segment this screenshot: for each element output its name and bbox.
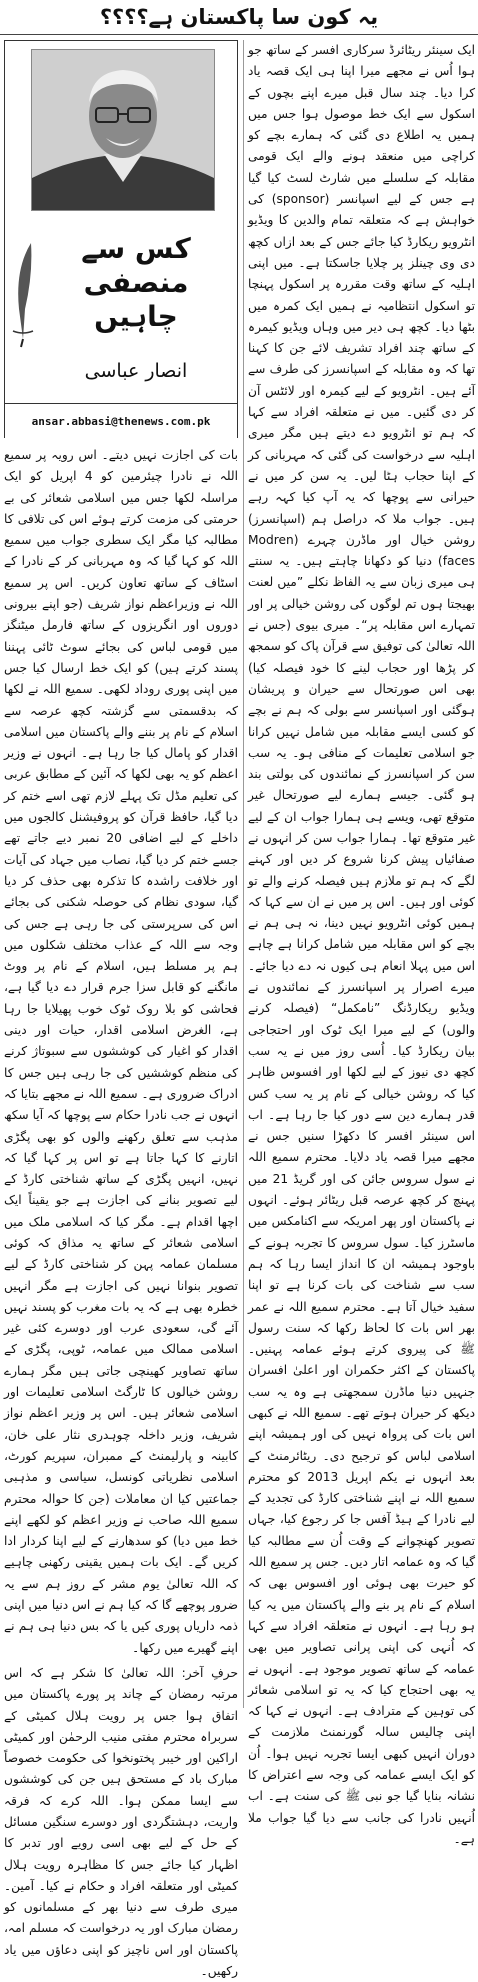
headline-text: یہ کون سا پاکستان ہے؟؟؟؟ — [99, 5, 379, 29]
author-email: ansar.abbasi@thenews.com.pk — [5, 403, 237, 438]
byline-box — [4, 40, 238, 438]
headline-divider — [0, 34, 478, 35]
closing-note-paragraph: حرفِ آخر: اللہ تعالیٰ کا شکر ہے کہ اس مرتبہ رمضان کے چاند پر پورے پاکستان میں اتفاق ہوا جس پر رویت ہلال کمیٹی کے سربراہ محترم مفتی منیب الرحمٰن اور کمیٹی اراکین اور خیبر پختونخوا کی حکومت خصوصاً مبارک باد کے مستحق ہیں جن کی کوششوں سے ایسا ممکن ہوا۔ اللہ کرے کہ فرقہ واریت، دہشتگردی اور دوسرے سنگین مسائل کے حل کے لیے بھی اسی رویے اور تدبر کا اظہار کیا جائے جس کا مظاہرہ رویت ہلال کمیٹی اور متعلقہ افراد و حکام نے کیا۔ آمین۔ میری طرف سے دنیا بھر کے مسلمانوں کو رمضان مبارک اور یہ درخواست کہ مسلم امہ، پاکستان اور اس ناچیز کو اپنی دعاؤں میں یاد رکھیں۔ — [4, 1665, 238, 1979]
headline — [0, 0, 478, 34]
column-divider — [243, 40, 244, 1708]
column-title: کس سے منصفی چاہیں — [81, 232, 191, 333]
author-name: انصار عباسی — [84, 360, 188, 382]
author-portrait-icon — [31, 49, 215, 211]
article-paragraph: ایک سینئر ریٹائرڈ سرکاری افسر کے ساتھ جو ہوا اُس نے مجھے میرا اپنا ہی ایک قصہ یاد کرا دیا۔ چند سال قبل میرے اپنے بچوں کے اسکول سے ایک خط موصول ہوا جس میں ہمیں یہ اطلاع دی گئی کہ ہمارے بچے کو کراچی میں منعقد ہونے والے ایک قومی مقابلہ کے سلسلے میں شارٹ لسٹ کیا گیا ہے جس کے لیے اسپانسر (sponsor) کی خواہش ہے کہ متعلقہ تمام والدین کا ویڈیو انٹرویو ریکارڈ کیا جائے جس کے بعد ازاں کچھ دی وی چینلز پر چلایا جاسکتا ہے۔ میں اپنی اہلیہ کے ساتھ وقت مقررہ پر اسکول پہنچا تو اسکول انتظامیہ نے ہمیں ایک کمرہ میں بٹھا دیا۔ کچھ ہی دیر میں وہاں ویڈیو کیمرہ کے ساتھ چند افراد تشریف لائے جن کا کہنا تھا کہ وہ مقابلہ کے اسپانسرز کی طرف سے آئے ہیں۔ انٹرویو کے لیے کیمرہ اور لائٹس آن کر دی گئیں۔ میں نے متعلقہ افراد سے کہا کہ ہم تو انٹرویو دے دیتے ہیں مگر میری اہلیہ سے درخواست کی گئی کہ مہربانی کر کے اپنا حجاب ہٹا لیں۔ یہ سن کر میں نے حیرانی سے پوچھا کہ یہ آپ کیا کہہ رہے ہیں۔ جواب ملا کہ دراصل ہم (اسپانسرز) روشن خیال اور ماڈرن چہرے (Modren faces) دنیا کو دکھانا چاہتے ہیں۔ یہ سنتے ہی میری زبان سے یہ الفاظ نکلے ”میں لعنت بھیجتا ہوں تم لوگوں کی روشن خیالی پر اور تمہارے اس مقابلہ پر“۔ میری بیوی (جس نے اللہ تعالیٰ کی توفیق سے قرآن پاک کو سمجھ کر پڑھا اور حجاب لینے کا خود فیصلہ کیا) بھی اس صورتحال سے حیران و پریشان ہوگئی اور اسپانسر سے بولی کہ ہم نے بچے کو کسی ایسے مقابلہ میں شامل نہیں کرانا جو اسلامی تعلیمات کے منافی ہو۔ یہ سب سن کر اسپانسرز کے نمائندوں کی بولتی بند ہو گئی۔ جیسے ہمارے لیے صورتحال غیر متوقع تھی، ویسے ہی ہمارا جواب ان کے لیے غیر متوقع تھا۔ ہمارا جواب سن کر انہوں نے صفائیاں پیش کرنا شروع کر دیں اور کہنے لگے کہ ہم تو ملازم ہیں فیصلہ کرنے والے تو کوئی اور ہیں۔ اس پر میں نے ان سے کہا کہ ہمیں کوئی انٹرویو نہیں دینا، نہ ہی ہم نے بچے کو اس مقابلہ میں شامل کرانا ہے چاہے اس میں پہلا انعام ہی کیوں نہ دے دیا جائے۔ میرے اصرار پر اسپانسرز کے نمائندوں نے ویڈیو ریکارڈنگ ”نامکمل“ (فیصلہ کرنے والوں) کے لیے میرا ایک ٹوک اور احتجاجی بیان ریکارڈ کیا۔ اُسی روز میں نے یہ سب کچھ دی نیوز کے لیے لکھا اور افسوس ظاہر کیا کہ روشن خیالی کے نام پر یہ سب کس قدر ہمارے دین سے دور کیا جا رہا ہے۔ اب اس سینئر افسر کا دکھڑا سنیں جس نے مجھے میرا قصہ یاد دلایا۔ محترم سمیع اللہ نے سول سروس جائن کی اور گریڈ 21 میں پہنچ کر کچھ عرصہ قبل ریٹائر ہوئے۔ انہوں نے پاکستان اور پھر امریکہ سے اکنامکس میں ماسٹرز کیا۔ سول سروس کا تجربہ ہونے کے باوجود ہمیشہ ان کا انداز ایسا رہا کہ ہم سب سے شناخت کی بات کرنا ہے تو اپنا سفید خیال آتا ہے۔ محترم سمیع اللہ نے عمر بھر اس بات کا لحاظ رکھا کہ سنت رسول ﷺ کی پیروی کرتے ہوئے عمامہ پہنیں۔ پاکستان کے اکثر حکمران اور اعلیٰ افسران جنہیں دنیا ماڈرن سمجھتی ہے وہ یہ سب دیکھ کر حیران ہوتے تھے۔ سمیع اللہ نے کبھی اس بات کی پرواہ نہیں کی اور ہمیشہ اپنے اسلامی لباس کو ترجیح دی۔ ریٹائرمنٹ کے بعد انہوں نے یکم اپریل 2013 کو محترم سمیع اللہ نے اپنے شناختی کارڈ کی تجدید کے لیے نادرا کے ہیڈ آفس جا کر رجوع کیا، جہاں تصویر کھنچوانے کے وقت اُن سے مطالبہ کیا گیا کہ وہ عمامہ اتار دیں۔ جس پر سمیع اللہ کو حیرت بھی ہوئی اور افسوس بھی کہ اسلام کے نام پر بنے والے پاکستان میں یہ کیا ہو رہا ہے۔ انہوں نے متعلقہ افراد سے کہا کہ اُنہی کی اپنی پرانی تصاویر میں بھی عمامہ کے ساتھ تصویر موجود ہے۔ انہوں نے یہ بھی احتجاج کیا کہ یہ تو اسلامی شعائر کی توہین کے مترادف ہے۔ انہوں نے کہا کہ اپنی چالیس سالہ گورنمنٹ ملازمت کے دوران انہیں کبھی ایسا تجربہ نہیں ہوا۔ اُن کو ایک ایسے عمامہ کی وجہ سے اعتراض کا نشانہ بنایا گیا جو نبی ﷺ کی سنت ہے۔ اب اُنہیں نادرا کی جانب سے دیا گیا جواب ملا ہے۔ — [248, 43, 476, 1846]
quill-icon — [9, 239, 39, 349]
article-column-left — [3, 445, 239, 1979]
author-portrait-graphic — [32, 50, 214, 210]
quill-graphic — [9, 239, 39, 349]
article-paragraph: بات کی اجازت نہیں دیتے۔ اس رویہ پر سمیع اللہ نے نادرا چیئرمین کو 4 اپریل کو ایک مراسلہ لکھا جس میں اسلامی شعائر کی بے حرمتی کی مزمت کرتے ہوئے اس کی تلافی کا مطالبہ کیا مگر ایک سطری جواب میں سمیع اللہ کو کہا گیا کہ وہ مہربانی کر کے نادرا کے اسٹاف کے ساتھ تعاون کریں۔ اس پر سمیع اللہ نے وزیراعظم نواز شریف (جو اپنے بیرونی دوروں اور انگریزوں کے ساتھ فارمل میٹنگز میں قومی لباس کی بجائے سوٹ ٹائی پہننا پسند کرتے ہیں) کو ایک خط ارسال کیا جس میں اپنی پوری روداد لکھی۔ سمیع اللہ نے لکھا کہ بدقسمتی سے گزشتہ کچھ عرصہ سے اسلام کے نام پر بننے والے پاکستان میں اسلامی اقدار کو پامال کیا جا رہا ہے۔ انہوں نے وزیر اعظم کو یہ بھی لکھا کہ آئین کے مطابق عربی کی تعلیم مڈل تک پہلے لازم تھی اسے ختم کر دیا گیا، حافظ قرآن کو پروفیشنل کالجوں میں داخلے کے لیے اضافی 20 نمبر دیے جاتے تھے جسے ختم کر دیا گیا، نصاب میں جہاد کی آیات اور خلافت راشدہ کا تذکرہ بھی حذف کر دیا گیا، سودی نظام کی حوصلہ شکنی کی بجائے اس کی سرپرستی کی جا رہی ہے جس کی وجہ سے اللہ کے عذاب مختلف شکلوں میں ہم پر مسلط ہیں، اسلام کے نام پر ووٹ مانگنے کو قابل سزا جرم قرار دے دیا گیا ہے، فحاشی کو بلا روک ٹوک خوب پھیلایا جا رہا ہے، الغرض اسلامی اقدار، حیات اور دینی اقدار کو اغیار کی کوششوں سے سبوتاژ کرنے کی منظم کوششیں کی جا رہی ہیں جس کا ادراک ضروری ہے۔ سمیع اللہ نے مجھے بتایا کہ انہوں نے جب نادرا حکام سے پوچھا کہ آیا سکھ مذہب سے تعلق رکھنے والوں کو بھی پگڑی اتارنے کا کہا جاتا ہے تو اس پر کہا گیا کہ نہیں، انہیں پگڑی کے ساتھ شناختی کارڈ کے لیے تصویر بنانے کی اجازت ہے جو یقیناً ایک اچھا اقدام ہے۔ مگر کیا کہ اسلامی ملک میں اسلامی شعائر کے ساتھ یہ مذاق کہ کوئی مسلمان عمامہ پہن کر شناختی کارڈ کے لیے تصویر بنوانا نہیں کی اجازت ہے مگر انہیں خطرہ بھی ہے کہ یہ بات مغرب کو پسند نہیں آئے گی، سعودی عرب اور دوسرے کئی غیر اسلامی ممالک میں عمامہ، ٹوپی، پگڑی کے ساتھ تصاویر کھینچی جاتی ہیں مگر ہمارے روشن خیالوں کا ٹارگٹ اسلامی تعلیمات اور اسلامی شعائر ہیں۔ اس پر وزیر اعظم نواز شریف، وزیر داخلہ چوہدری نثار علی خان، کابینہ و پارلیمنٹ کے ممبران، سپریم کورٹ، اسلامی نظریاتی کونسل، سیاسی و مذہبی جماعتیں کیا ان معاملات (جن کا حوالہ محترم سمیع اللہ صاحب نے وزیر اعظم کو لکھے اپنے خط میں دیا) کو سدھارنے کے لیے اپنا کردار ادا کریں گے۔ ایک بات ہمیں یقینی رکھنی چاہیے کہ اللہ تعالیٰ یوم مشر کے روز ہم سے یہ ضرور پوچھے گا کہ کیا ہم نے اس دنیا میں اپنی ذمہ داریاں پوری کیں یا کہ بس دنیا ہی ہم نے اپنے گھیرے میں رکھا۔ — [3, 448, 239, 1655]
article-column-right — [248, 40, 476, 1846]
